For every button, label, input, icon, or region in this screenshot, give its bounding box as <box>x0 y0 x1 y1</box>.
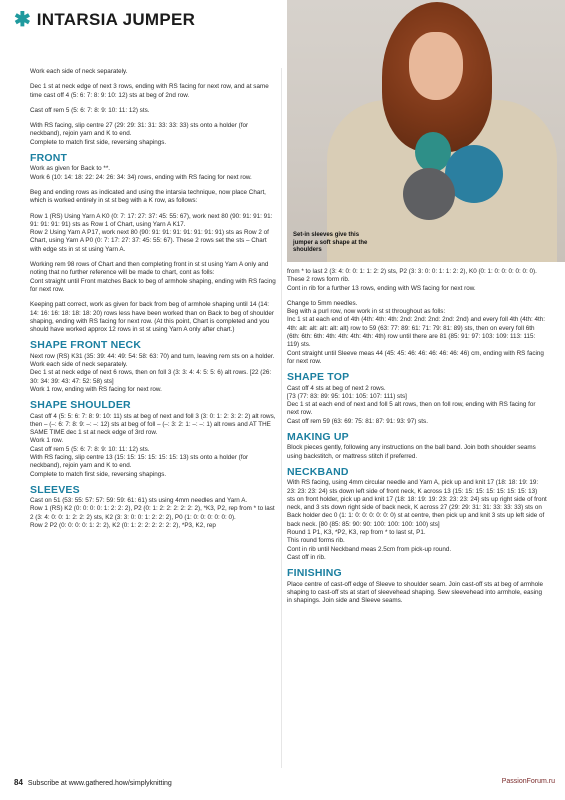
section-front: FRONT <box>30 152 68 165</box>
para: Cast off 4 sts at beg of next 2 rows. [73 (77: 83: 89: 95: 101: 105: 107: 111) sts] Dec 1 st at each end of next and foll 5 alt rows, then on foll row, ending with RS facing for next row. Cast off rem 59 (63: 69: 75: 81: 87: 91: 93: 97) sts. <box>287 384 536 425</box>
section-sleeves: SLEEVES <box>30 483 80 496</box>
section-making-up: MAKING UP <box>287 431 349 444</box>
para: Block pieces gently, following any instructions on the ball band. Join both shoulder seams using backstitch, or mattress stitch if preferred. <box>287 444 536 460</box>
para: Cast off rem 5 (5: 6: 7: 8: 9: 10: 11: 12) sts. <box>30 106 150 114</box>
para: Beg and ending rows as indicated and using the intarsia technique, now place Chart, which is worked entirely in st st beg with a K row, as follows: <box>30 188 266 205</box>
para: from * to last 2 (3: 4: 0: 0: 1: 1: 2: 2) sts, P2 (3: 3: 0: 0: 1: 1: 2: 2), K0 (0: 1: 0: 0: 0: 0: 0: 0). These 2 rows form rib. Cont in rib for a further 13 rows, ending with WS facing for next row. <box>287 268 537 292</box>
subscribe-link[interactable]: Subscribe at www.gathered.how/simplyknitting <box>27 780 172 787</box>
section-finishing: FINISHING <box>287 567 342 580</box>
para: Work as given for Back to **. Work 6 (10: 14: 18: 22: 24: 26: 34: 34) rows, ending with RS facing for next row. <box>30 165 252 181</box>
model-photo <box>287 0 565 262</box>
page-number: 84 <box>14 778 23 787</box>
para: With RS facing, using 4mm circular needle and Yarn A, pick up and knit 17 (18: 18: 19: 19: 23: 23: 23: 24) sts down left side of front neck, K across 13 (15: 15: 15: 15: 15: 15: 15: 13) sts on front holder, pick up and knit 17 (18: 18: 19: 19: 23: 23: 23: 24) sts up right side of front neck, and 3 sts down right side of back neck, K across 27 (29: 29: 31: 31: 33: 33: 33) sts on Back holder dec 0 (1: 1: 0: 0: 0: 0: 0: 0) st at centre, then pick up and knit 3 sts up left side of back neck. [80 (85: 85: 90: 90: 100: 100: 100: 100) sts] Round 1 P1, K3, *P2, K3, rep from * to last st, P1. This round forms rib. Cont in rib until Neckband meas 2.5cm from pick-up round. Cast off in rib. <box>287 479 547 561</box>
para: With RS facing, slip centre 27 (29: 29: 31: 31: 33: 33: 33) sts onto a holder (for neckband), rejoin yarn and K to end. Complete to match first side, reversing shapings. <box>30 122 249 146</box>
para: Dec 1 st at neck edge of next 3 rows, ending with RS facing for next row, and at same time cast off 4 (5: 6: 7: 8: 9: 10: 12) sts at beg of 2nd row. <box>30 83 269 99</box>
para: Keeping patt correct, work as given for back from beg of armhole shaping until 14 (14: 14: 16: 16: 18: 18: 18: 20) rows less have been worked than on Back to beg of shoulder shaping, ending with RS facing for next row. (At this point, Chart is completed and you should have worked approx 12 rows in st st using Yarn A only after chart.) <box>30 301 274 334</box>
watermark-credit: PassionForum.ru <box>501 778 555 785</box>
para: Work each side of neck separately. <box>30 68 128 75</box>
page-title: INTARSIA JUMPER <box>36 10 196 29</box>
para: Row 1 (RS) Using Yarn A K0 (0: 7: 17: 27: 37: 45: 55: 67), work next 80 (90: 91: 91: 91: 91: 91: 91: 91) sts as Row 1 of Chart, using Yarn A K17. Row 2 Using Yarn A P17, work next 80 (90: 91: 91: 91: 91: 91: 91: 91) sts as Row 2 of Chart, using Yarn A P0 (0: 7: 17: 27: 37: 45: 55: 67). These 2 rows set the sts – Chart with edge sts in st st using Yarn A. <box>30 212 273 253</box>
column-divider <box>281 68 282 768</box>
section-shape-shoulder: SHAPE SHOULDER <box>30 399 131 412</box>
grey-spot <box>403 168 455 220</box>
para: Place centre of cast-off edge of Sleeve to shoulder seam. Join cast-off sts at beg of armhole shaping to cast-off sts at start of sleevehead shaping. Sew sleevehead into armhole, easing in shapings. Join side and Sleeve seams. <box>287 580 543 605</box>
para: Next row (RS) K31 (35: 39: 44: 49: 54: 58: 63: 70) and turn, leaving rem sts on a holder. Work each side of neck separately. Dec 1 st at neck edge of next 6 rows, then on foll 3 (3: 3: 4: 4: 5: 5: 6) alt rows. [22 (26: 30: 34: 39: 43: 47: 52: 58) sts] Work 1 row, ending with RS facing for next row. <box>30 352 275 393</box>
section-shape-front-neck: SHAPE FRONT NECK <box>30 339 142 352</box>
section-neckband: NECKBAND <box>287 465 349 478</box>
right-column <box>287 268 547 612</box>
para: Cast on 51 (53: 55: 57: 57: 59: 59: 61: 61) sts using 4mm needles and Yarn A. Row 1 (RS) K2 (0: 0: 0: 0: 1: 2: 2: 2), P2 (0: 1: 2: 2: 2: 2: 2: 2), *K3, P2, rep from * to last 2 (3: 4: 0: 0: 1: 2: 2: 2) sts, K2 (3: 3: 0: 0: 1: 2: 2: 2), P0 (1: 0: 0: 0: 0: 0: 0). Row 2 P2 (0: 0: 0: 0: 1: 2: 2), K2 (0: 1: 2: 2: 2: 2: 2: 2), *P3, K2, rep <box>30 497 275 530</box>
page-footer <box>14 778 172 787</box>
section-shape-top: SHAPE TOP <box>287 371 350 384</box>
para: Working rem 98 rows of Chart and then completing front in st st using Yarn A only and noting that no further reference will be made to chart, cont as folls: Cont straight until Front matches Back to beg of armhole shaping, ending with RS facing for next row. <box>30 261 276 293</box>
para: Cast off 4 (5: 5: 6: 7: 8: 9: 10: 11) sts at beg of next and foll 3 (3: 0: 1: 2: 3: 2: 2) alt rows, then – (–: 6: 7: 8: 9: –: –: 12) sts at beg of foll – (–: 3: 2: 1: –: –: 1) alt rows and AT THE SAME TIME dec 1 st at neck edge of 3rd row. Work 1 row. Cast off rem 5 (5: 6: 7: 8: 9: 10: 11: 12) sts. With RS facing, slip centre 13 (15: 15: 15: 15: 15: 15: 13) sts onto a holder (for neckband), rejoin yarn and K to end. Complete to match first side, reversing shapings. <box>30 412 276 478</box>
para: Change to 5mm needles. Beg with a purl row, now work in st st throughout as folls: Inc 1 st at each end of 4th (4th: 4th: 4th: 2nd: 2nd: 2nd: 2nd: 2nd) and every foll 4th (4th: 4th: 4th: alt: alt: alt: alt: alt) row to 59 (63: 77: 89: 61: 71: 79: 81: 89) sts, then on every foll 6th (6th: 6th: 6th: 4th: 4th: 4th: 4th: 4th) row until there are 81 (85: 91: 97: 103: 109: 113: 115: 119) sts. Cont straight until Sleeve meas 44 (45: 45: 46: 46: 46: 46: 46: 46) cm, ending with RS facing for next row. <box>287 299 545 365</box>
left-column <box>30 68 277 537</box>
page-header <box>14 10 195 30</box>
face-shape <box>409 32 463 100</box>
photo-caption: Set-in sleeves give this jumper a soft shape at the shoulders <box>293 232 368 253</box>
asterisk-icon: ✱ <box>14 9 31 31</box>
